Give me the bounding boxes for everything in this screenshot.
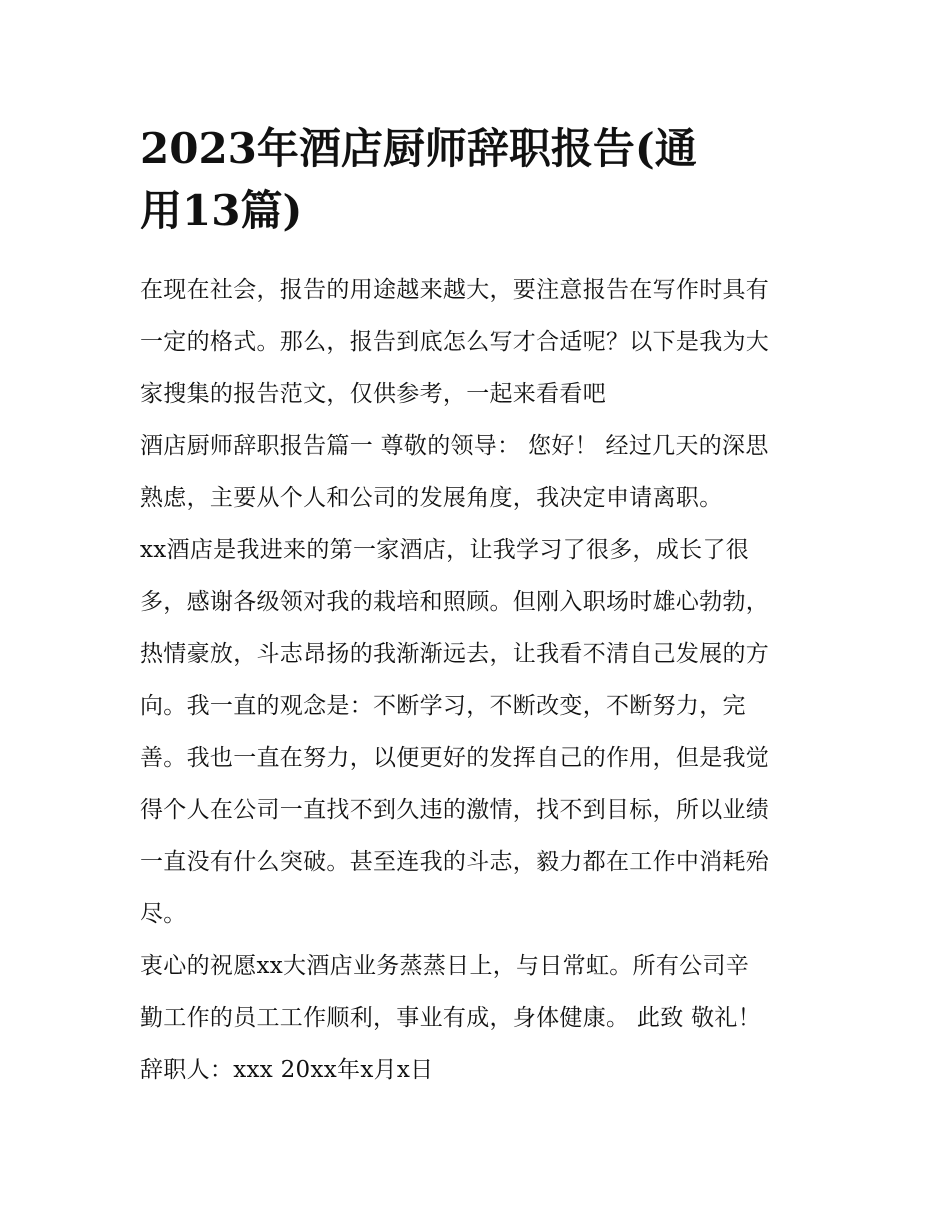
document-content	[140, 118, 816, 1096]
letter-opening-paragraph	[140, 420, 816, 524]
text-line: 酒店厨师辞职报告篇一 尊敬的领导： 您好！ 经过几天的深思	[140, 433, 769, 459]
signature-line: 辞职人：xxx 20xx年x月x日	[140, 1057, 434, 1083]
text-line: 尽。	[140, 901, 187, 927]
letter-body-paragraph	[140, 524, 816, 940]
text-line: 善。我也一直在努力，以便更好的发挥自己的作用，但是我觉	[140, 745, 770, 771]
text-line: 向。我一直的观念是：不断学习，不断改变，不断努力，完	[140, 693, 746, 719]
text-line: 衷心的祝愿xx大酒店业务蒸蒸日上，与日常虹。所有公司辛	[140, 953, 750, 979]
text-line: 熟虑，主要从个人和公司的发展角度，我决定申请离职。	[140, 485, 723, 511]
document-title	[140, 118, 816, 242]
text-line: 一定的格式。那么，报告到底怎么写才合适呢？以下是我为大	[140, 329, 770, 355]
text-line: 一直没有什么突破。甚至连我的斗志，毅力都在工作中消耗殆	[140, 849, 770, 875]
intro-paragraph	[140, 264, 816, 420]
text-line: 热情豪放，斗志昂扬的我渐渐远去，让我看不清自己发展的方	[140, 641, 770, 667]
title-line: 2023年酒店厨师辞职报告(通	[140, 124, 697, 173]
text-line: 多，感谢各级领对我的栽培和照顾。但刚入职场时雄心勃勃，	[140, 589, 770, 615]
text-line: 勤工作的员工工作顺利，事业有成，身体健康。 此致 敬礼！	[140, 1005, 762, 1031]
text-line: 得个人在公司一直找不到久违的激情，找不到目标，所以业绩	[140, 797, 770, 823]
letter-closing-paragraph	[140, 940, 816, 1096]
text-line: 在现在社会，报告的用途越来越大，要注意报告在写作时具有	[140, 277, 770, 303]
text-line: xx酒店是我进来的第一家酒店，让我学习了很多，成长了很	[140, 537, 750, 563]
title-line: 用13篇)	[140, 186, 303, 235]
text-line: 家搜集的报告范文，仅供参考，一起来看看吧	[140, 381, 606, 407]
